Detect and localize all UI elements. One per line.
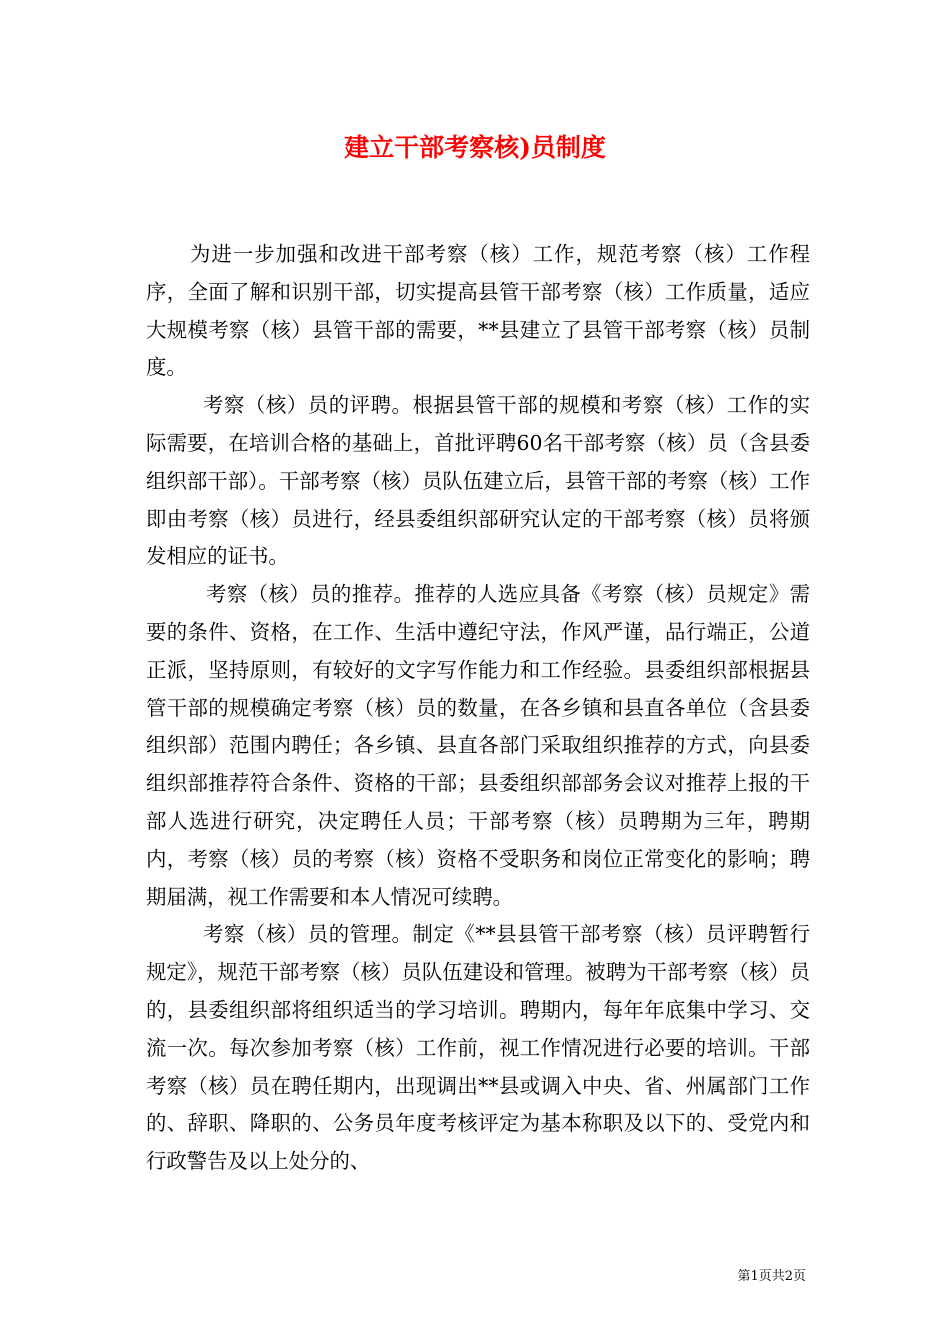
paragraph-management: 考察（核）员的管理。制定《**县县管干部考察（核）员评聘暂行规定》，规范干部考察（核）员队伍建设和管理。被聘为干部考察（核）员的，县委组织部将组织适当的学习培训。聘期内，每年年底集中学习、交流一次。每次参加考察（核）工作前，视工作情况进行必要的培训。干部考察（核）员在聘任期内，出现调出**县或调入中央、省、州属部门工作的、辞职、降职的、公务员年度考核评定为基本称职及以下的、受党内和行政警告及以上处分的、 <box>146 922 810 1174</box>
paragraph-intro: 为进一步加强和改进干部考察（核）工作，规范考察（核）工作程序，全面了解和识别干部，切实提高县管干部考察（核）工作质量，适应大规模考察（核）县管干部的需要，**县建立了县管干部考察（核）员制度。 <box>146 242 810 380</box>
page-number-footer: 第1页共2页 <box>737 1269 806 1284</box>
document-body <box>146 236 810 1181</box>
document-title: 建立干部考察核)员制度 <box>344 133 606 162</box>
paragraph-appointment: 考察（核）员的评聘。根据县管干部的规模和考察（核）工作的实际需要，在培训合格的基础上，首批评聘60名干部考察（核）员（含县委组织部干部）。干部考察（核）员队伍建立后，县管干部的考察（核）工作即由考察（核）员进行，经县委组织部研究认定的干部考察（核）员将颁发相应的证书。 <box>146 393 810 569</box>
paragraph-recommendation: 考察（核）员的推荐。推荐的人选应具备《考察（核）员规定》需要的条件、资格，在工作、生活中遵纪守法，作风严谨，品行端正，公道正派，坚持原则，有较好的文字写作能力和工作经验。县委组织部根据县管干部的规模确定考察（核）员的数量，在各乡镇和县直各单位（含县委组织部）范围内聘任；各乡镇、县直各部门采取组织推荐的方式，向县委组织部推荐符合条件、资格的干部；县委组织部部务会议对推荐上报的干部人选进行研究，决定聘任人员；干部考察（核）员聘期为三年，聘期内，考察（核）员的考察（核）资格不受职务和岗位正常变化的影响；聘期届满，视工作需要和本人情况可续聘。 <box>146 582 810 909</box>
